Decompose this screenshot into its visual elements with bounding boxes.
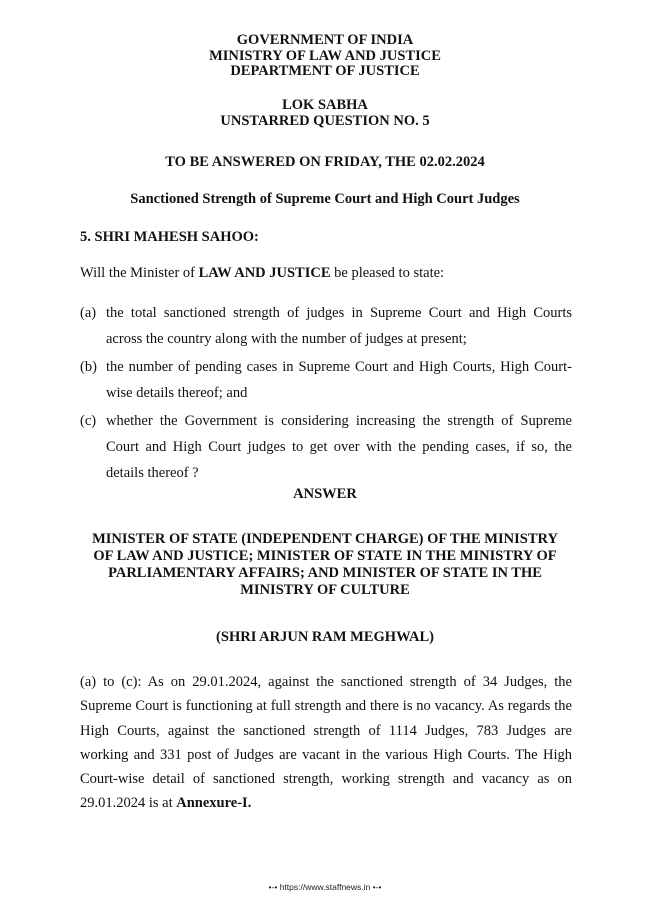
minister-title xyxy=(0,531,650,599)
intro-prefix: Will the Minister of xyxy=(80,265,199,281)
house-name: LOK SABHA xyxy=(282,97,368,113)
question-number: UNSTARRED QUESTION NO. 5 xyxy=(220,112,430,129)
question-text: the number of pending cases in Supreme Court and High Courts, High Court-wise details thereof; and xyxy=(106,359,572,401)
answer-date: TO BE ANSWERED ON FRIDAY, THE 02.02.2024 xyxy=(165,154,485,170)
question-label: (c) xyxy=(80,413,97,429)
minister-name: (SHRI ARJUN RAM MEGHWAL) xyxy=(216,629,434,645)
question-item-c xyxy=(80,408,572,486)
minister-title-line: PARLIAMENTARY AFFAIRS; AND MINISTER OF STATE IN THE xyxy=(108,565,542,581)
government-header xyxy=(0,33,650,80)
question-text: the total sanctioned strength of judges in Supreme Court and High Courts across the country along with the number of judges at present; xyxy=(106,305,572,347)
question-label: (b) xyxy=(80,359,97,375)
questioner-name: 5. SHRI MAHESH SAHOO: xyxy=(80,229,259,245)
header-line-ministry: MINISTRY OF LAW AND JUSTICE xyxy=(209,47,441,64)
minister-title-line: OF LAW AND JUSTICE; MINISTER OF STATE IN THE MINISTRY OF xyxy=(93,548,557,564)
question-item-a xyxy=(80,300,572,352)
annexure-reference: Annexure-I. xyxy=(176,795,252,812)
intro-ministry: LAW AND JUSTICE xyxy=(198,265,331,281)
question-label: (a) xyxy=(80,305,97,321)
header-line-government: GOVERNMENT OF INDIA xyxy=(236,32,414,48)
question-text: whether the Government is considering increasing the strength of Supreme Court and High Court judges to get over with the pending cases, if so, the details thereof ? xyxy=(106,413,572,481)
minister-title-line: MINISTRY OF CULTURE xyxy=(240,582,410,598)
answer-text: (a) to (c): As on 29.01.2024, against the sanctioned strength of 34 Judges, the Supreme Court is functioning at full strength and there is no vacancy. As regards the High Courts, against the sanctioned strength of 1114 Judges, 783 Judges are working and 331 post of Judges are vacant in the various High Courts. The High Court-wise detail of sanctioned strength, working strength and vacancy as on 29.01.2024 is at xyxy=(80,674,572,812)
header-line-department: DEPARTMENT OF JUSTICE xyxy=(230,63,420,79)
answer-heading: ANSWER xyxy=(293,486,357,502)
footer-right-mark: •-• xyxy=(372,882,382,892)
question-intro xyxy=(80,265,572,281)
footer-left-mark: •-• xyxy=(268,882,278,892)
minister-title-line: MINISTER OF STATE (INDEPENDENT CHARGE) OF THE MINISTRY xyxy=(92,531,558,547)
question-item-b xyxy=(80,354,572,406)
intro-suffix: be pleased to state: xyxy=(330,265,445,281)
footer-url[interactable]: https://www.staffnews.in xyxy=(279,882,371,892)
subject-title: Sanctioned Strength of Supreme Court and High Court Judges xyxy=(130,191,520,207)
footer-watermark xyxy=(0,882,650,892)
house-header xyxy=(0,98,650,129)
answer-paragraph xyxy=(80,670,572,816)
